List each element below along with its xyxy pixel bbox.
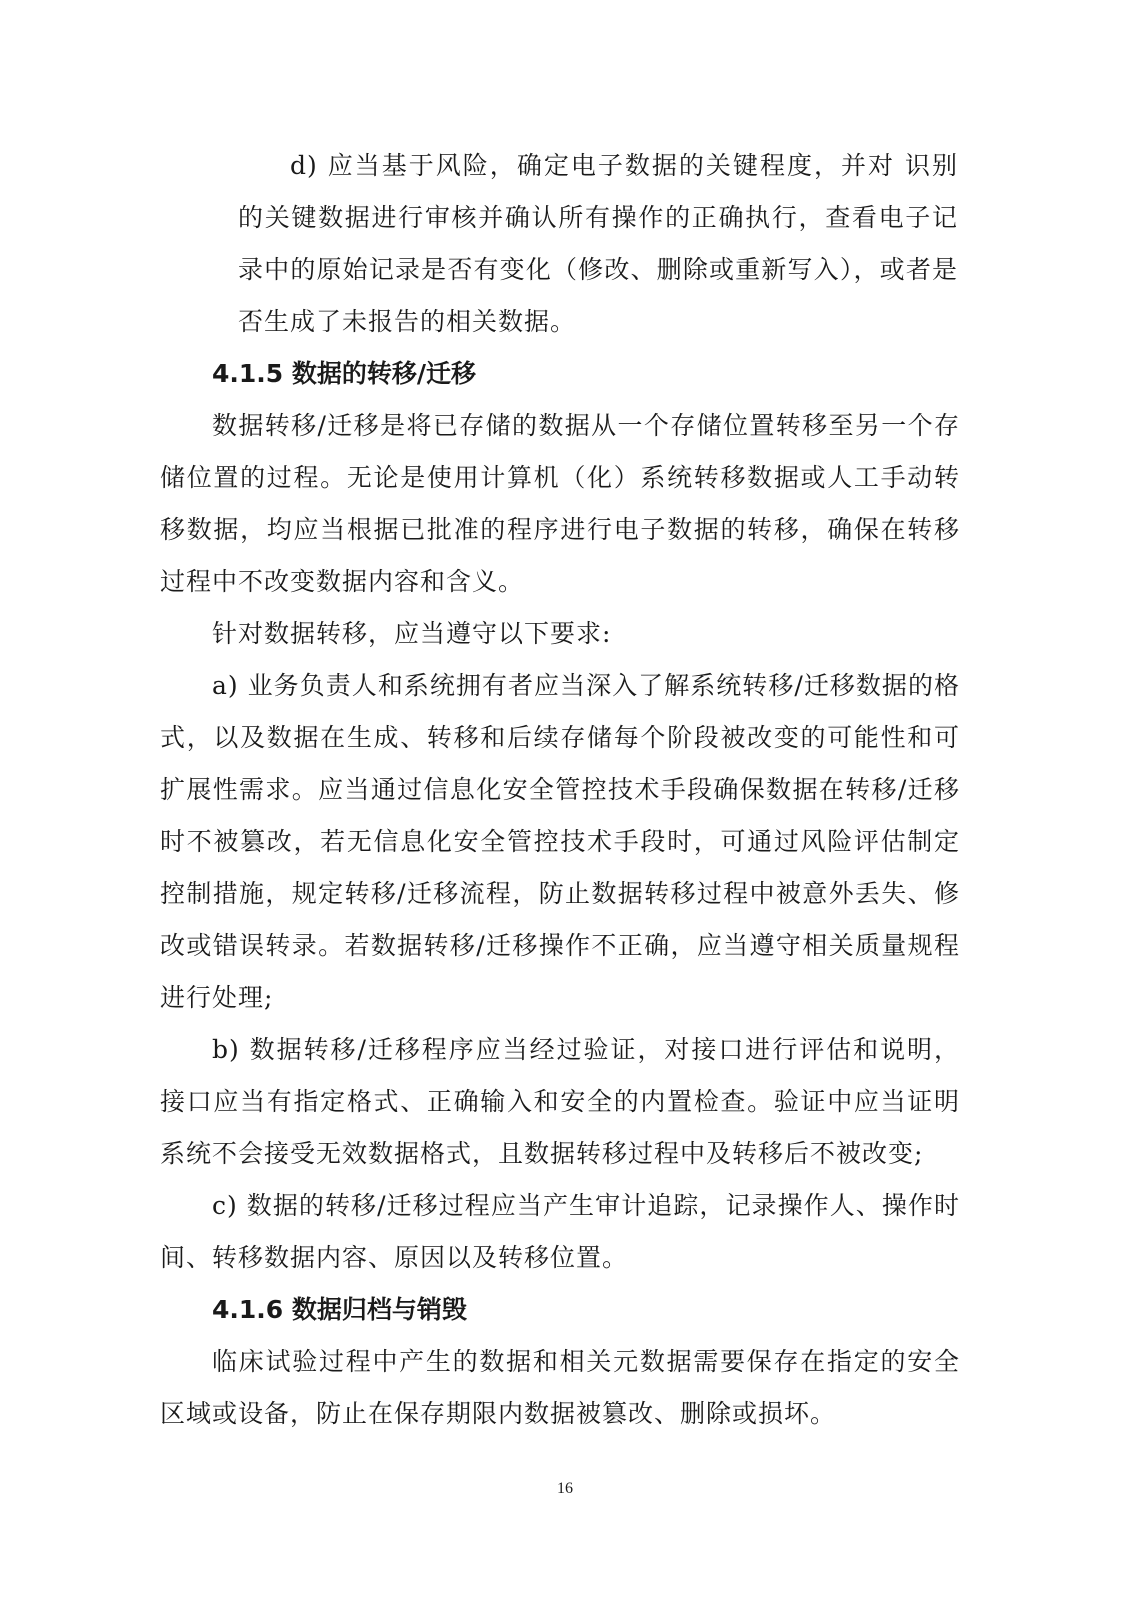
paragraph-archive: 临床试验过程中产生的数据和相关元数据需要保存在指定的安全区域或设备，防止在保存期限内数据被篡改、删除或损坏。: [160, 1347, 960, 1428]
page-number: 16: [557, 1480, 573, 1497]
paragraph-item-d: d) 应当基于风险，确定电子数据的关键程度，并对 识别的关键数据进行审核并确认所有操作的正确执行，查看电子记录中的原始记录是否有变化（修改、删除或重新写入），或者是否生成了未报告的相关数据。: [238, 151, 958, 336]
section-heading-4-1-6: 4.1.6 数据归档与销毁: [212, 1295, 467, 1324]
paragraph-transfer-definition: 数据转移/迁移是将已存储的数据从一个存储位置转移至另一个存储位置的过程。无论是使用计算机（化）系统转移数据或人工手动转移数据，均应当根据已批准的程序进行电子数据的转移，确保在转移过程中不改变数据内容和含义。: [160, 411, 960, 596]
paragraph-requirements-intro: 针对数据转移，应当遵守以下要求:: [212, 619, 612, 648]
paragraph-item-c: c) 数据的转移/迁移过程应当产生审计追踪，记录操作人、操作时间、转移数据内容、原因以及转移位置。: [160, 1191, 960, 1272]
section-heading-4-1-5: 4.1.5 数据的转移/迁移: [212, 359, 477, 388]
paragraph-item-b: b) 数据转移/迁移程序应当经过验证，对接口进行评估和说明，接口应当有指定格式、正确输入和安全的内置检查。验证中应当证明系统不会接受无效数据格式，且数据转移过程中及转移后不被改变;: [160, 1035, 960, 1168]
paragraph-item-a: a) 业务负责人和系统拥有者应当深入了解系统转移/迁移数据的格式，以及数据在生成、转移和后续存储每个阶段被改变的可能性和可扩展性需求。应当通过信息化安全管控技术手段确保数据在转移/迁移时不被篡改，若无信息化安全管控技术手段时，可通过风险评估制定控制措施，规定转移/迁移流程，防止数据转移过程中被意外丢失、修改或错误转录。若数据转移/迁移操作不正确，应当遵守相关质量规程进行处理;: [160, 671, 960, 1012]
